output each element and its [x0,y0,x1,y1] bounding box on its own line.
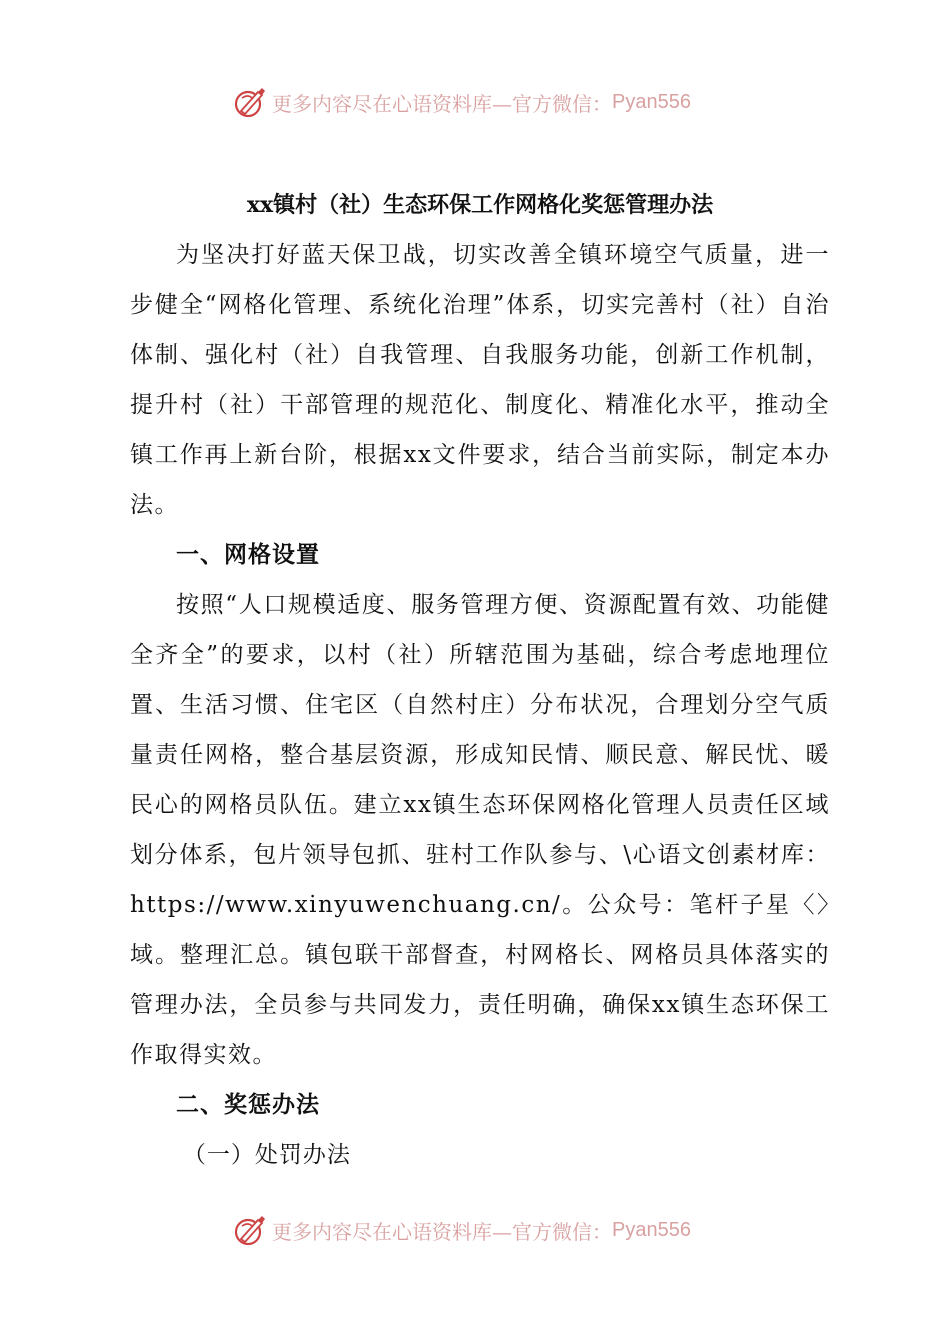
watermark-handle: Pyan556 [612,1218,691,1241]
section-1-paragraph: 按照“人口规模适度、服务管理方便、资源配置有效、功能健全齐全”的要求，以村（社）所辖范围为基础，综合考虑地理位置、生活习惯、住宅区（自然村庄）分布状况，合理划分空气质量责任网格，整合基层资源，形成知民情、顺民意、解民忧、暖民心的网格员队伍。建立xx镇生态环保网格化管理人员责任区域划分体系，包片领导包抓、驻村工作队参与、\心语文创素材库：https://www.xinyuwenchuang.cn/。公众号：笔杆子星〈〉域。整理汇总。镇包联干部督查，村网格长、网格员具体落实的管理办法，全员参与共同发力，责任明确，确保xx镇生态环保工作取得实效。 [130,592,830,1068]
pen-logo-icon [232,1212,268,1248]
watermark-text: 更多内容尽在心语资料库—官方微信： [272,1219,612,1244]
intro-paragraph: 为坚决打好蓝天保卫战，切实改善全镇环境空气质量，进一步健全“网格化管理、系统化治理”体系，切实完善村（社）自治体制、强化村（社）自我管理、自我服务功能，创新工作机制，提升村（社）干部管理的规范化、制度化、精准化水平，推动全镇工作再上新台阶，根据xx文件要求，结合当前实际，制定本办法。 [130,242,830,518]
watermark-text: 更多内容尽在心语资料库—官方微信： [272,91,612,116]
watermark-content [232,82,691,122]
section-2-subheading: （一）处罚办法 [182,1142,351,1168]
pen-logo-icon [232,84,268,120]
document-title: xx镇村（社）生态环保工作网格化奖惩管理办法 [246,192,714,218]
watermark-handle: Pyan556 [612,90,691,113]
section-2-heading: 二、奖惩办法 [176,1091,320,1118]
section-1-heading: 一、网格设置 [176,541,320,568]
watermark-content-bottom [232,1210,691,1250]
watermark-banner-top [0,82,950,122]
watermark-banner-bottom [0,1210,950,1250]
document-body [130,180,830,1180]
